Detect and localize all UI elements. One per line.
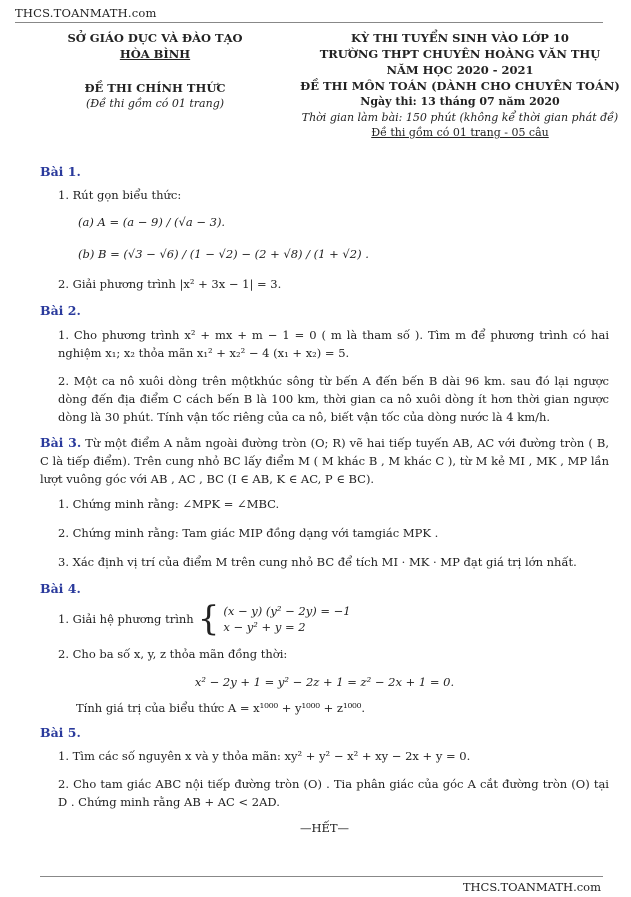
bai4-title: Bài 4. bbox=[40, 581, 81, 596]
site-footer: THCS.TOANMATH.com bbox=[462, 880, 601, 894]
exam-content bbox=[40, 164, 609, 835]
bai1-q1: 1. Rút gọn biểu thức: bbox=[58, 188, 182, 202]
bai1-q2: 2. Giải phương trình |x² + 3x − 1| = 3. bbox=[58, 277, 282, 291]
bai4-q1 bbox=[58, 599, 609, 639]
school-name: TRƯỜNG THPT CHUYÊN HOÀNG VĂN THỤ bbox=[319, 47, 601, 61]
bai3-q1: 1. Chứng minh rằng: ∠MPK = ∠MBC. bbox=[58, 497, 280, 511]
bai3-q2: 2. Chứng minh rằng: Tam giác MIP đồng dạng với tamgiác MPK . bbox=[58, 526, 439, 540]
exam-date: Ngày thi: 13 tháng 07 năm 2020 bbox=[360, 95, 560, 108]
bai2-title: Bài 2. bbox=[40, 303, 81, 318]
bai3-q3: 3. Xác định vị trí của điểm M trên cung nhỏ BC để tích MI · MK · MP đạt giá trị lớn nhất. bbox=[58, 555, 577, 569]
bai4-q2: 2. Cho ba số x, y, z thỏa mãn đồng thời: bbox=[58, 647, 288, 661]
bai4-q1-label: 1. Giải hệ phương trình bbox=[58, 611, 194, 626]
header-divider bbox=[15, 22, 603, 23]
subject-title: ĐỀ THI MÔN TOÁN (DÀNH CHO CHUYÊN TOÁN) bbox=[300, 79, 620, 93]
left-header bbox=[40, 30, 270, 111]
bai3-intro: Từ một điểm A nằm ngoài đường tròn (O; R) vẽ hai tiếp tuyến AB, AC với đường tròn ( B, C là tiếp điểm). Trên cung nhỏ BC lấy điểm M ( M khác B , M khác C ), từ M kẻ MI , MK , MP lần lượt vuông góc với AB , AC , BC (I ∈ AB, K ∈ AC, P ∈ BC). bbox=[40, 436, 609, 486]
province-name: HÒA BÌNH bbox=[119, 47, 191, 61]
bai2-q1: 1. Cho phương trình x² + mx + m − 1 = 0 ( m là tham số ). Tìm m để phương trình có hai nghiệm x₁; x₂ thỏa mãn x₁² + x₂² − 4 (x₁ + x₂) = 5. bbox=[58, 328, 609, 360]
department-name: SỞ GIÁO DỤC VÀ ĐÀO TẠO bbox=[67, 31, 243, 45]
bai5-q1: 1. Tìm các số nguyên x và y thỏa mãn: xy² + y² − x² + xy − 2x + y = 0. bbox=[58, 749, 471, 763]
system-eq1: (x − y) (y² − 2y) = −1 bbox=[223, 604, 351, 618]
right-header bbox=[300, 30, 620, 140]
page-count-note: (Đề thi gồm có 01 trang) bbox=[85, 97, 225, 110]
bai4-q2-equation: x² − 2y + 1 = y² − 2z + 1 = z² − 2x + 1 = 0. bbox=[194, 675, 455, 689]
bai5-q2: 2. Cho tam giác ABC nội tiếp đường tròn (O) . Tia phân giác của góc A cắt đường tròn (O) tại D . Chứng minh rằng AB + AC < 2AD. bbox=[58, 777, 609, 809]
exam-title: KỲ THI TUYỂN SINH VÀO LỚP 10 bbox=[351, 31, 569, 45]
bai1-a: (a) A = (a − 9) / (√a − 3). bbox=[78, 215, 226, 229]
footer-divider bbox=[40, 876, 603, 877]
system-brace: { bbox=[197, 599, 220, 639]
bai3-intro-block bbox=[40, 434, 609, 488]
official-label: ĐỀ THI CHÍNH THỨC bbox=[84, 81, 226, 95]
site-header: THCS.TOANMATH.com bbox=[15, 6, 157, 20]
end-mark: —HẾT— bbox=[299, 821, 350, 835]
question-count: Đề thi gồm có 01 trang - 05 câu bbox=[371, 126, 549, 139]
system-eq2: x − y² + y = 2 bbox=[223, 620, 306, 634]
equation-system bbox=[223, 603, 350, 635]
bai1-b: (b) B = (√3 − √6) / (1 − √2) − (2 + √8) / (1 + √2) . bbox=[78, 247, 369, 261]
bai4-q2-ask: Tính giá trị của biểu thức A = x¹⁰⁰⁰ + y¹⁰⁰⁰ + z¹⁰⁰⁰. bbox=[76, 701, 366, 715]
bai5-title: Bài 5. bbox=[40, 725, 81, 740]
time-allowed: Thời gian làm bài: 150 phút (không kể thời gian phát đề) bbox=[301, 111, 619, 124]
bai1-title: Bài 1. bbox=[40, 164, 81, 179]
bai3-title: Bài 3. bbox=[40, 435, 82, 450]
bai2-q2: 2. Một ca nô xuôi dòng trên mộtkhúc sông từ bến A đến bến B dài 96 km. sau đó lại ngược dòng đến địa điểm C cách bến B là 100 km, thời gian ca nô xuôi dòng ít hơn thời gian ngược dòng là 30 phút. Tính vận tốc riêng của ca nô, biết vận tốc của dòng nước là 4 km/h. bbox=[58, 374, 609, 424]
school-year: NĂM HỌC 2020 - 2021 bbox=[386, 63, 534, 77]
